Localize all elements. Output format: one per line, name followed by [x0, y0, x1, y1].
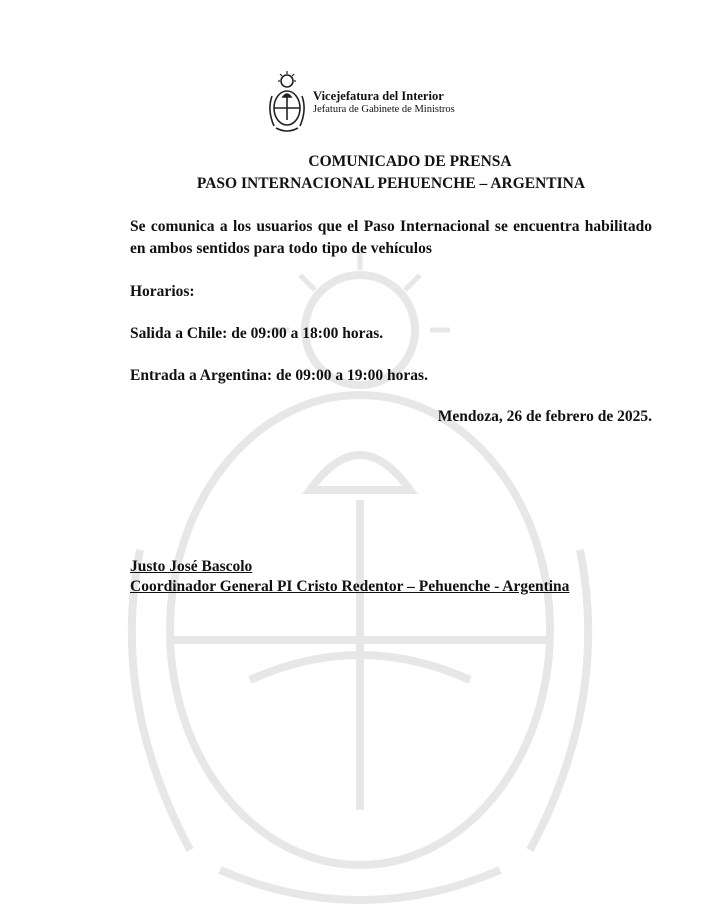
argentina-coat-of-arms-icon	[266, 70, 308, 136]
document-subtitle: PASO INTERNACIONAL PEHUENCHE – ARGENTINA	[196, 175, 586, 192]
schedule-heading: Horarios:	[130, 283, 195, 300]
org-subtitle: Jefatura de Gabinete de Ministros	[313, 104, 455, 115]
signatory-name: Justo José Bascolo	[130, 558, 253, 575]
signatory-position: Coordinador General PI Cristo Redentor – Pehuenche - Argentina	[130, 578, 570, 595]
exit-schedule: Salida a Chile: de 09:00 a 18:00 horas.	[130, 325, 384, 342]
place-date: Mendoza, 26 de febrero de 2025.	[437, 408, 652, 425]
org-name: Vicejefatura del Interior	[313, 89, 444, 103]
entry-schedule: Entrada a Argentina: de 09:00 a 19:00 horas.	[130, 367, 428, 384]
intro-paragraph: Se comunica a los usuarios que el Paso Internacional se encuentra habilitado en ambos sentidos para todo tipo de vehículos	[130, 218, 652, 257]
document-title: COMUNICADO DE PRENSA	[308, 153, 512, 170]
letterhead	[266, 70, 455, 136]
